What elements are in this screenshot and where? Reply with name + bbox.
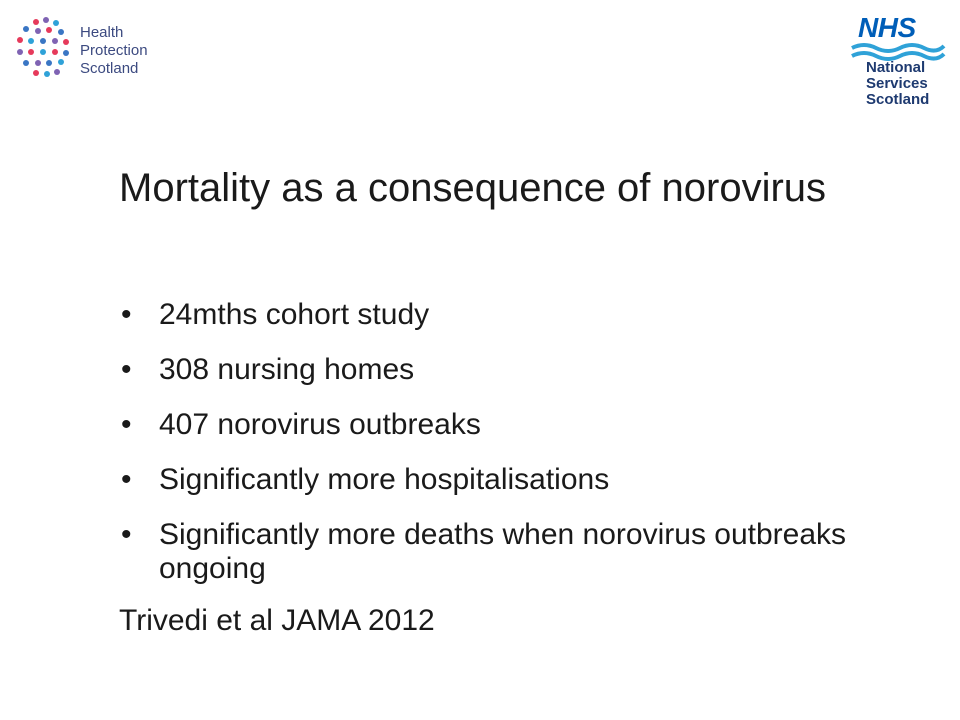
hps-line-1: Health xyxy=(80,24,124,41)
dot-cluster-icon xyxy=(14,16,76,78)
bullet-text: Significantly more deaths when norovirus outbreaks ongoing xyxy=(159,518,847,585)
bullet-icon: • xyxy=(121,518,132,551)
list-item xyxy=(119,353,879,387)
nhs-logo-text xyxy=(866,60,929,108)
citation: Trivedi et al JAMA 2012 xyxy=(119,604,435,637)
list-item xyxy=(119,518,879,586)
bullet-icon: • xyxy=(121,353,132,386)
bullet-text: 407 norovirus outbreaks xyxy=(159,408,481,441)
bullet-icon: • xyxy=(121,408,132,441)
bullet-text: 308 nursing homes xyxy=(159,353,415,386)
list-item xyxy=(119,408,879,442)
nhs-line-1: National xyxy=(866,59,926,76)
list-item xyxy=(119,463,879,497)
hps-line-3: Scotland xyxy=(80,60,139,77)
nhs-badge: NHS xyxy=(858,12,916,43)
bullet-text: 24mths cohort study xyxy=(159,298,430,331)
hps-logo xyxy=(14,14,164,78)
hps-line-2: Protection xyxy=(80,42,148,59)
bullet-icon: • xyxy=(121,463,132,496)
nhs-line-3: Scotland xyxy=(866,91,930,108)
bullet-text: Significantly more hospitalisations xyxy=(159,463,610,496)
slide-title: Mortality as a consequence of norovirus xyxy=(119,166,827,210)
nhs-line-2: Services xyxy=(866,75,928,92)
list-item xyxy=(119,298,879,332)
nhs-logo xyxy=(848,8,948,108)
bullet-list xyxy=(119,298,879,607)
bullet-icon: • xyxy=(121,298,132,331)
hps-logo-text xyxy=(80,24,148,78)
